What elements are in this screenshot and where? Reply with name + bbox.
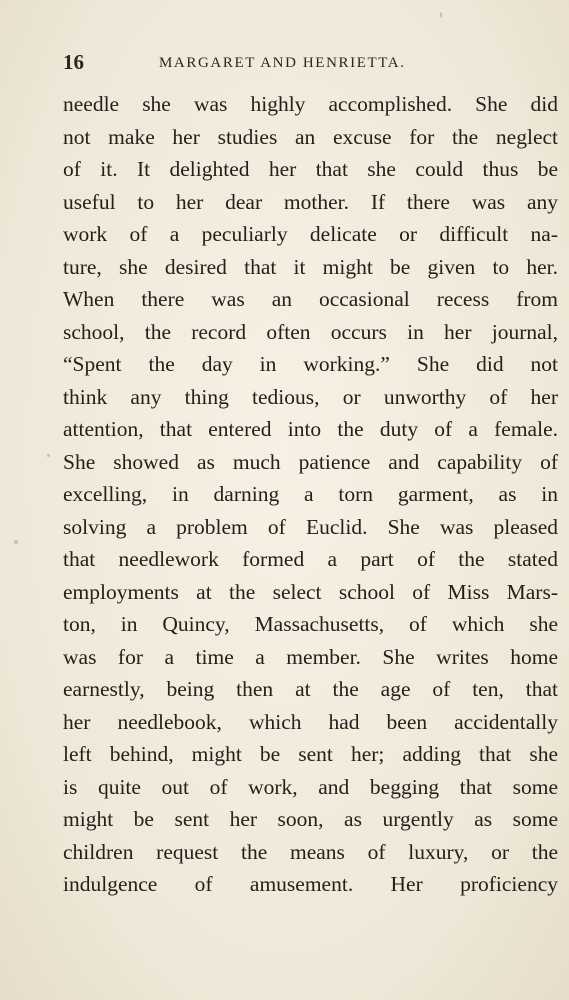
- text-line: excelling, in darning a torn garment, as in: [63, 482, 558, 506]
- text-line: earnestly, being then at the age of ten, that: [63, 677, 558, 701]
- text-line: ture, she desired that it might be given to her.: [63, 254, 558, 279]
- text-line: left behind, might be sent her; adding that she: [63, 742, 558, 766]
- text-line: ton, in Quincy, Massachusetts, of which she: [63, 612, 558, 636]
- text-line: is quite out of work, and begging that some: [63, 774, 558, 799]
- body-text: [63, 88, 558, 901]
- text-line: was for a time a member. She writes home: [63, 644, 558, 669]
- running-title: MARGARET AND HENRIETTA.: [159, 55, 406, 71]
- paper-speck: [440, 12, 442, 18]
- text-line: her needlebook, which had been accidentally: [63, 709, 558, 734]
- paper-speck: [47, 454, 50, 457]
- text-line: She showed as much patience and capability of: [63, 449, 558, 474]
- text-line: might be sent her soon, as urgently as some: [63, 807, 558, 831]
- page-header: [63, 46, 558, 80]
- text-line: work of a peculiarly delicate or difficult na-: [63, 222, 558, 246]
- text-line: that needlework formed a part of the stated: [63, 547, 558, 571]
- text-line: think any thing tedious, or unworthy of her: [63, 384, 558, 409]
- text-line: When there was an occasional recess from: [63, 287, 558, 311]
- text-line: children request the means of luxury, or the: [63, 839, 558, 864]
- text-line: “Spent the day in working.” She did not: [63, 352, 558, 376]
- text-line: solving a problem of Euclid. She was pleased: [63, 514, 558, 539]
- text-line: not make her studies an excuse for the neglect: [63, 124, 558, 149]
- text-line: needle she was highly accomplished. She did: [63, 92, 558, 116]
- text-line: indulgence of amusement. Her proficiency: [63, 872, 558, 896]
- text-line: of it. It delighted her that she could thus be: [63, 157, 558, 181]
- text-line: employments at the select school of Miss Mars-: [63, 579, 558, 604]
- text-line: attention, that entered into the duty of a female.: [63, 417, 558, 441]
- text-line: useful to her dear mother. If there was any: [63, 189, 558, 214]
- page-number: 16: [63, 50, 84, 74]
- text-line: school, the record often occurs in her journal,: [63, 319, 558, 344]
- paper-speck: [14, 540, 18, 544]
